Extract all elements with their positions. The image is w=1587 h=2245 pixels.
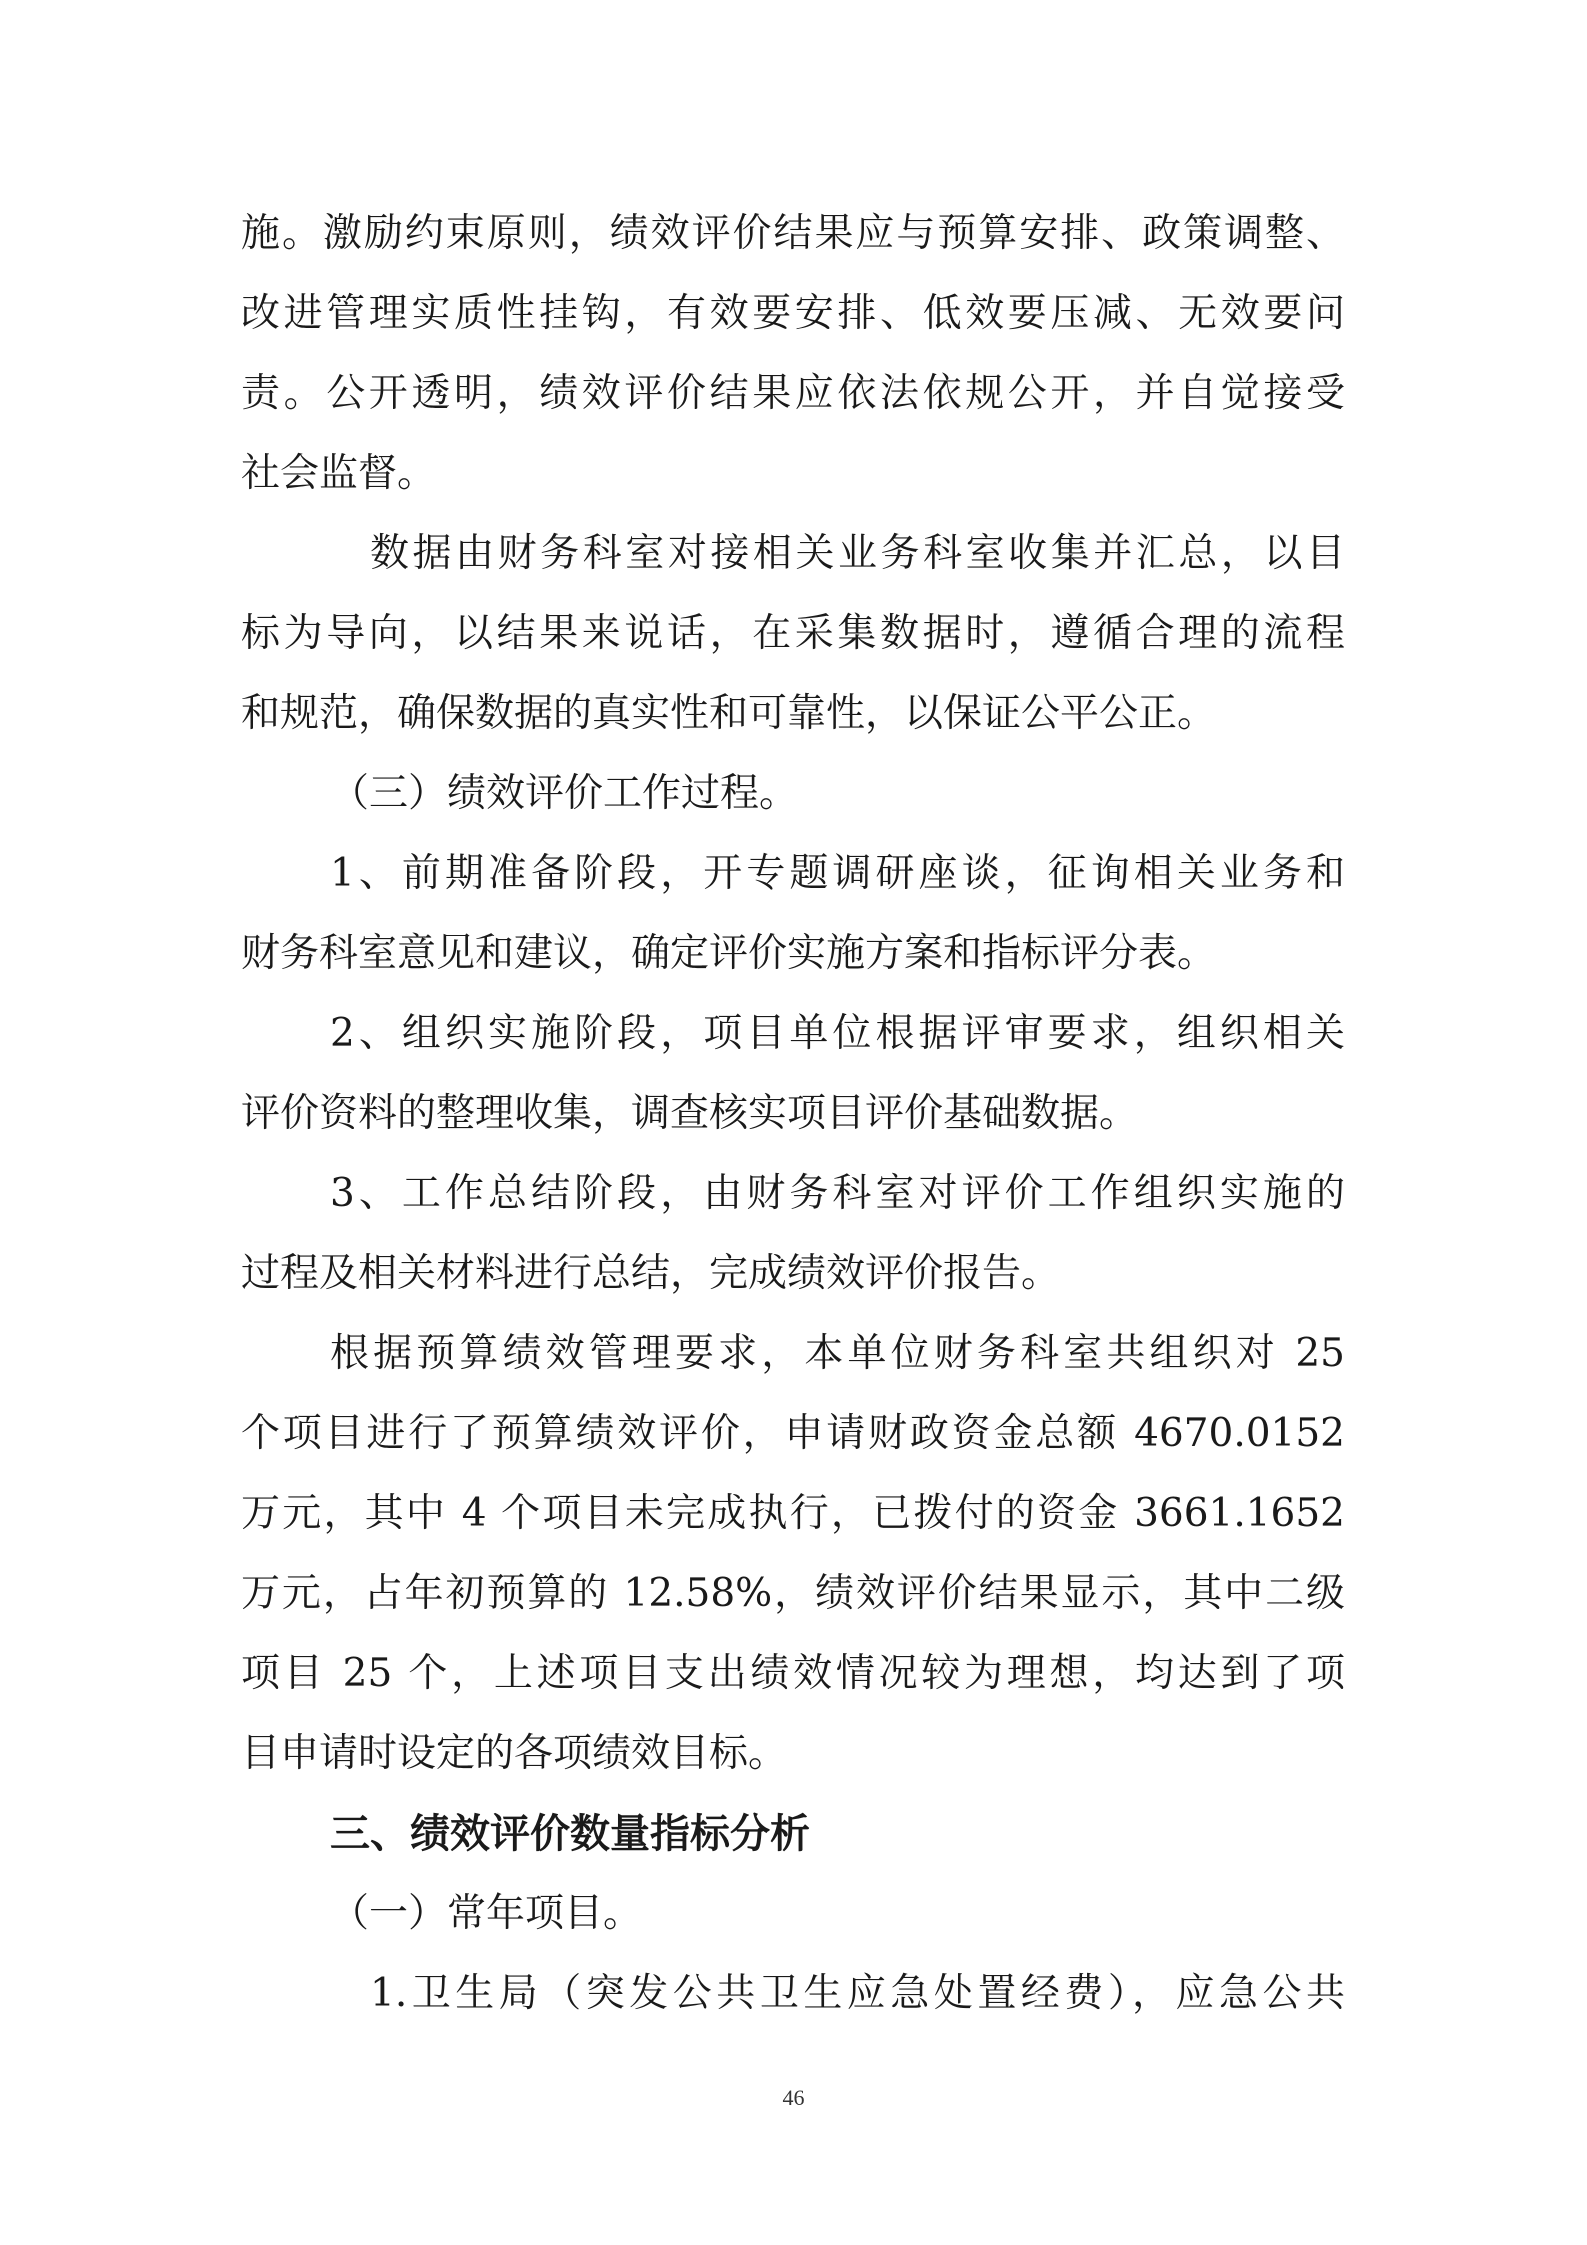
text-line: 数据由财务科室对接相关业务科室收集并汇总，以目 [370,531,1345,576]
text-line: 标为导向，以结果来说话，在采集数据时，遵循合理的流程 [241,611,1345,656]
page-number: 46 [782,2085,805,2110]
text-line: 3、工作总结阶段，由财务科室对评价工作组织实施的 [330,1171,1345,1216]
text-line: 1、前期准备阶段，开专题调研座谈，征询相关业务和 [330,851,1345,896]
text-line: 财务科室意见和建议，确定评价实施方案和指标评分表。 [241,931,1217,976]
text-line: 1.卫生局（突发公共卫生应急处置经费），应急公共 [370,1971,1345,2016]
text-line: 社会监督。 [241,451,437,496]
section-subheading: （一）常年项目。 [330,1891,643,1936]
text-line: 个项目进行了预算绩效评价，申请财政资金总额 4670.0152 [241,1411,1345,1456]
text-line: 万元，其中 4 个项目未完成执行，已拨付的资金 3661.1652 [241,1491,1345,1536]
text-line: 改进管理实质性挂钩，有效要安排、低效要压减、无效要问 [241,291,1345,336]
text-line: 过程及相关材料进行总结，完成绩效评价报告。 [241,1251,1061,1296]
text-line: 责。公开透明，绩效评价结果应依法依规公开，并自觉接受 [241,371,1345,416]
text-line: 和规范，确保数据的真实性和可靠性，以保证公平公正。 [241,691,1217,736]
text-line: 万元，占年初预算的 12.58%，绩效评价结果显示，其中二级 [241,1571,1345,1616]
text-line: 评价资料的整理收集，调查核实项目评价基础数据。 [241,1091,1139,1136]
section-heading: 三、绩效评价数量指标分析 [330,1811,810,1857]
section-subheading: （三）绩效评价工作过程。 [330,771,799,816]
text-line: 目申请时设定的各项绩效目标。 [241,1731,788,1776]
text-line: 项目 25 个，上述项目支出绩效情况较为理想，均达到了项 [241,1651,1345,1696]
text-line: 2、组织实施阶段，项目单位根据评审要求，组织相关 [330,1011,1345,1056]
text-line: 根据预算绩效管理要求，本单位财务科室共组织对 25 [330,1331,1345,1376]
text-line: 施。激励约束原则，绩效评价结果应与预算安排、政策调整、 [241,211,1345,256]
